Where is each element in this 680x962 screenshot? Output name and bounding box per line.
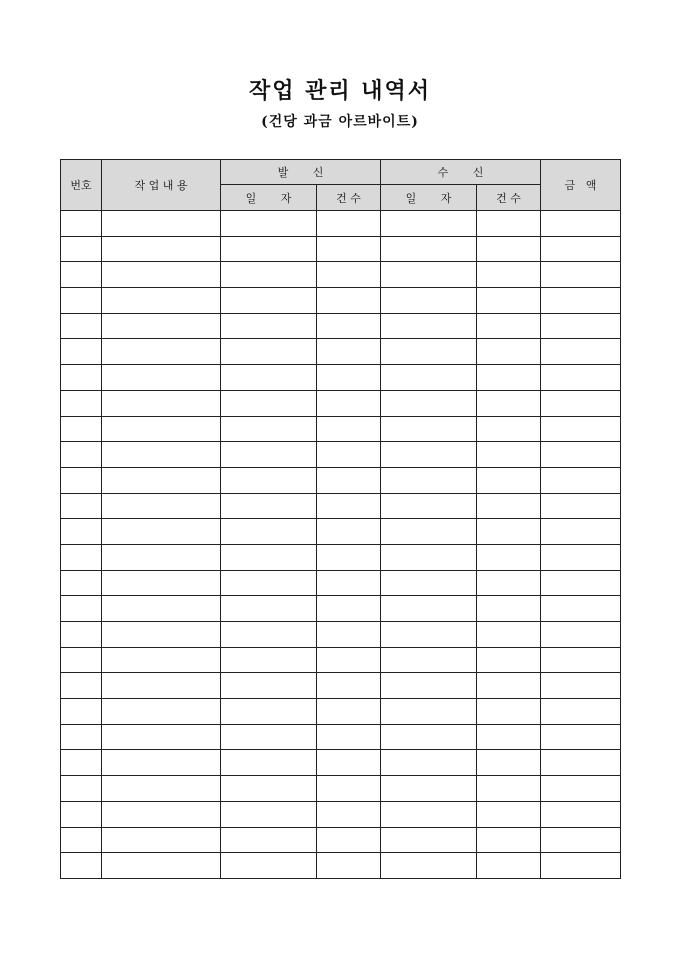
task-cell bbox=[102, 339, 221, 365]
table-row bbox=[61, 673, 621, 699]
received-count-cell bbox=[477, 288, 541, 314]
amount-cell bbox=[541, 519, 621, 545]
number-cell bbox=[61, 467, 102, 493]
received-date-cell bbox=[381, 365, 477, 391]
received-date-cell bbox=[381, 313, 477, 339]
amount-cell bbox=[541, 262, 621, 288]
sent-count-cell bbox=[317, 853, 381, 879]
number-cell bbox=[61, 827, 102, 853]
task-cell bbox=[102, 313, 221, 339]
received-date-cell bbox=[381, 853, 477, 879]
task-cell bbox=[102, 288, 221, 314]
table-row bbox=[61, 724, 621, 750]
header-sent-count: 건 수 bbox=[317, 185, 381, 211]
sent-count-cell bbox=[317, 801, 381, 827]
task-cell bbox=[102, 211, 221, 237]
sent-count-cell bbox=[317, 442, 381, 468]
amount-cell bbox=[541, 622, 621, 648]
sent-count-cell bbox=[317, 673, 381, 699]
sent-date-cell bbox=[221, 236, 317, 262]
sent-date-cell bbox=[221, 493, 317, 519]
amount-cell bbox=[541, 493, 621, 519]
table-row bbox=[61, 596, 621, 622]
task-cell bbox=[102, 365, 221, 391]
sent-date-cell bbox=[221, 673, 317, 699]
received-count-cell bbox=[477, 390, 541, 416]
sent-date-cell bbox=[221, 339, 317, 365]
task-cell bbox=[102, 724, 221, 750]
document-title: 작업 관리 내역서 bbox=[248, 78, 432, 104]
task-cell bbox=[102, 699, 221, 725]
amount-cell bbox=[541, 570, 621, 596]
table-row bbox=[61, 416, 621, 442]
amount-cell bbox=[541, 339, 621, 365]
amount-cell bbox=[541, 596, 621, 622]
task-cell bbox=[102, 519, 221, 545]
received-date-cell bbox=[381, 493, 477, 519]
header-number: 번호 bbox=[61, 160, 102, 211]
sent-count-cell bbox=[317, 570, 381, 596]
task-cell bbox=[102, 416, 221, 442]
sent-count-cell bbox=[317, 776, 381, 802]
sent-date-cell bbox=[221, 647, 317, 673]
received-count-cell bbox=[477, 467, 541, 493]
received-date-cell bbox=[381, 519, 477, 545]
sent-count-cell bbox=[317, 519, 381, 545]
received-count-cell bbox=[477, 313, 541, 339]
amount-cell bbox=[541, 442, 621, 468]
table-row bbox=[61, 801, 621, 827]
number-cell bbox=[61, 699, 102, 725]
sent-date-cell bbox=[221, 853, 317, 879]
task-cell bbox=[102, 442, 221, 468]
task-cell bbox=[102, 544, 221, 570]
sent-count-cell bbox=[317, 647, 381, 673]
sent-date-cell bbox=[221, 416, 317, 442]
sent-count-cell bbox=[317, 699, 381, 725]
amount-cell bbox=[541, 647, 621, 673]
received-date-cell bbox=[381, 390, 477, 416]
task-cell bbox=[102, 236, 221, 262]
sent-date-cell bbox=[221, 776, 317, 802]
received-count-cell bbox=[477, 211, 541, 237]
number-cell bbox=[61, 442, 102, 468]
amount-cell bbox=[541, 416, 621, 442]
received-date-cell bbox=[381, 750, 477, 776]
sent-count-cell bbox=[317, 827, 381, 853]
sent-count-cell bbox=[317, 467, 381, 493]
received-date-cell bbox=[381, 570, 477, 596]
number-cell bbox=[61, 750, 102, 776]
table-row bbox=[61, 853, 621, 879]
header-amount: 금 액 bbox=[541, 160, 621, 211]
sent-date-cell bbox=[221, 262, 317, 288]
amount-cell bbox=[541, 724, 621, 750]
header-received-date: 일 자 bbox=[381, 185, 477, 211]
received-date-cell bbox=[381, 622, 477, 648]
number-cell bbox=[61, 544, 102, 570]
table-row bbox=[61, 313, 621, 339]
table-row bbox=[61, 365, 621, 391]
received-count-cell bbox=[477, 544, 541, 570]
sent-count-cell bbox=[317, 339, 381, 365]
sent-date-cell bbox=[221, 467, 317, 493]
number-cell bbox=[61, 288, 102, 314]
task-cell bbox=[102, 467, 221, 493]
table-row bbox=[61, 236, 621, 262]
received-count-cell bbox=[477, 339, 541, 365]
received-date-cell bbox=[381, 339, 477, 365]
sent-count-cell bbox=[317, 262, 381, 288]
amount-cell bbox=[541, 827, 621, 853]
number-cell bbox=[61, 622, 102, 648]
sent-date-cell bbox=[221, 390, 317, 416]
received-date-cell bbox=[381, 699, 477, 725]
received-count-cell bbox=[477, 853, 541, 879]
sent-date-cell bbox=[221, 544, 317, 570]
sent-date-cell bbox=[221, 750, 317, 776]
received-count-cell bbox=[477, 724, 541, 750]
sent-date-cell bbox=[221, 365, 317, 391]
header-task: 작 업 내 용 bbox=[102, 160, 221, 211]
number-cell bbox=[61, 596, 102, 622]
table-row bbox=[61, 288, 621, 314]
task-cell bbox=[102, 390, 221, 416]
received-count-cell bbox=[477, 622, 541, 648]
task-cell bbox=[102, 647, 221, 673]
header-sent-date: 일 자 bbox=[221, 185, 317, 211]
sent-date-cell bbox=[221, 827, 317, 853]
amount-cell bbox=[541, 467, 621, 493]
sent-date-cell bbox=[221, 801, 317, 827]
received-count-cell bbox=[477, 236, 541, 262]
received-count-cell bbox=[477, 647, 541, 673]
received-count-cell bbox=[477, 570, 541, 596]
table-row bbox=[61, 442, 621, 468]
sent-count-cell bbox=[317, 724, 381, 750]
received-count-cell bbox=[477, 262, 541, 288]
table-row bbox=[61, 699, 621, 725]
amount-cell bbox=[541, 390, 621, 416]
sent-date-cell bbox=[221, 288, 317, 314]
task-cell bbox=[102, 493, 221, 519]
amount-cell bbox=[541, 544, 621, 570]
task-cell bbox=[102, 596, 221, 622]
sent-count-cell bbox=[317, 750, 381, 776]
received-count-cell bbox=[477, 750, 541, 776]
sent-count-cell bbox=[317, 493, 381, 519]
received-date-cell bbox=[381, 211, 477, 237]
sent-count-cell bbox=[317, 390, 381, 416]
amount-cell bbox=[541, 776, 621, 802]
received-count-cell bbox=[477, 801, 541, 827]
received-date-cell bbox=[381, 673, 477, 699]
task-cell bbox=[102, 622, 221, 648]
table-row bbox=[61, 750, 621, 776]
received-date-cell bbox=[381, 416, 477, 442]
received-count-cell bbox=[477, 776, 541, 802]
task-cell bbox=[102, 827, 221, 853]
number-cell bbox=[61, 262, 102, 288]
number-cell bbox=[61, 365, 102, 391]
received-count-cell bbox=[477, 493, 541, 519]
amount-cell bbox=[541, 699, 621, 725]
task-cell bbox=[102, 570, 221, 596]
number-cell bbox=[61, 570, 102, 596]
received-count-cell bbox=[477, 596, 541, 622]
table-body bbox=[61, 211, 621, 879]
sent-date-cell bbox=[221, 596, 317, 622]
header-received: 수 신 bbox=[381, 160, 541, 185]
task-cell bbox=[102, 262, 221, 288]
received-count-cell bbox=[477, 699, 541, 725]
received-date-cell bbox=[381, 827, 477, 853]
number-cell bbox=[61, 801, 102, 827]
received-date-cell bbox=[381, 262, 477, 288]
number-cell bbox=[61, 493, 102, 519]
received-date-cell bbox=[381, 776, 477, 802]
sent-date-cell bbox=[221, 724, 317, 750]
table-row bbox=[61, 622, 621, 648]
task-cell bbox=[102, 776, 221, 802]
amount-cell bbox=[541, 236, 621, 262]
amount-cell bbox=[541, 365, 621, 391]
document-subtitle: (건당 과금 아르바이트) bbox=[261, 114, 419, 130]
received-date-cell bbox=[381, 724, 477, 750]
amount-cell bbox=[541, 288, 621, 314]
received-count-cell bbox=[477, 416, 541, 442]
received-count-cell bbox=[477, 827, 541, 853]
sent-count-cell bbox=[317, 313, 381, 339]
table-row bbox=[61, 647, 621, 673]
number-cell bbox=[61, 339, 102, 365]
sent-count-cell bbox=[317, 622, 381, 648]
table-row bbox=[61, 570, 621, 596]
received-date-cell bbox=[381, 467, 477, 493]
received-count-cell bbox=[477, 519, 541, 545]
received-date-cell bbox=[381, 288, 477, 314]
number-cell bbox=[61, 724, 102, 750]
sent-date-cell bbox=[221, 211, 317, 237]
sent-count-cell bbox=[317, 544, 381, 570]
received-count-cell bbox=[477, 442, 541, 468]
number-cell bbox=[61, 673, 102, 699]
table-row bbox=[61, 827, 621, 853]
work-log-table bbox=[60, 159, 621, 879]
sent-date-cell bbox=[221, 570, 317, 596]
table-row bbox=[61, 262, 621, 288]
amount-cell bbox=[541, 673, 621, 699]
number-cell bbox=[61, 519, 102, 545]
received-count-cell bbox=[477, 673, 541, 699]
sent-date-cell bbox=[221, 442, 317, 468]
number-cell bbox=[61, 416, 102, 442]
number-cell bbox=[61, 236, 102, 262]
amount-cell bbox=[541, 853, 621, 879]
received-date-cell bbox=[381, 236, 477, 262]
received-date-cell bbox=[381, 647, 477, 673]
number-cell bbox=[61, 390, 102, 416]
sent-count-cell bbox=[317, 596, 381, 622]
task-cell bbox=[102, 801, 221, 827]
table-row bbox=[61, 339, 621, 365]
number-cell bbox=[61, 211, 102, 237]
received-date-cell bbox=[381, 801, 477, 827]
table-row bbox=[61, 211, 621, 237]
table-row bbox=[61, 467, 621, 493]
header-received-count: 건 수 bbox=[477, 185, 541, 211]
received-date-cell bbox=[381, 596, 477, 622]
received-date-cell bbox=[381, 442, 477, 468]
sent-date-cell bbox=[221, 699, 317, 725]
number-cell bbox=[61, 313, 102, 339]
sent-date-cell bbox=[221, 313, 317, 339]
task-cell bbox=[102, 750, 221, 776]
header-sent: 발 신 bbox=[221, 160, 381, 185]
number-cell bbox=[61, 647, 102, 673]
amount-cell bbox=[541, 211, 621, 237]
table-row bbox=[61, 390, 621, 416]
sent-date-cell bbox=[221, 519, 317, 545]
sent-count-cell bbox=[317, 365, 381, 391]
task-cell bbox=[102, 673, 221, 699]
sent-count-cell bbox=[317, 288, 381, 314]
table-row bbox=[61, 776, 621, 802]
number-cell bbox=[61, 776, 102, 802]
received-date-cell bbox=[381, 544, 477, 570]
table-row bbox=[61, 519, 621, 545]
sent-count-cell bbox=[317, 416, 381, 442]
task-cell bbox=[102, 853, 221, 879]
table-row bbox=[61, 493, 621, 519]
sent-date-cell bbox=[221, 622, 317, 648]
table-row bbox=[61, 544, 621, 570]
number-cell bbox=[61, 853, 102, 879]
amount-cell bbox=[541, 313, 621, 339]
sent-count-cell bbox=[317, 236, 381, 262]
amount-cell bbox=[541, 801, 621, 827]
sent-count-cell bbox=[317, 211, 381, 237]
amount-cell bbox=[541, 750, 621, 776]
received-count-cell bbox=[477, 365, 541, 391]
